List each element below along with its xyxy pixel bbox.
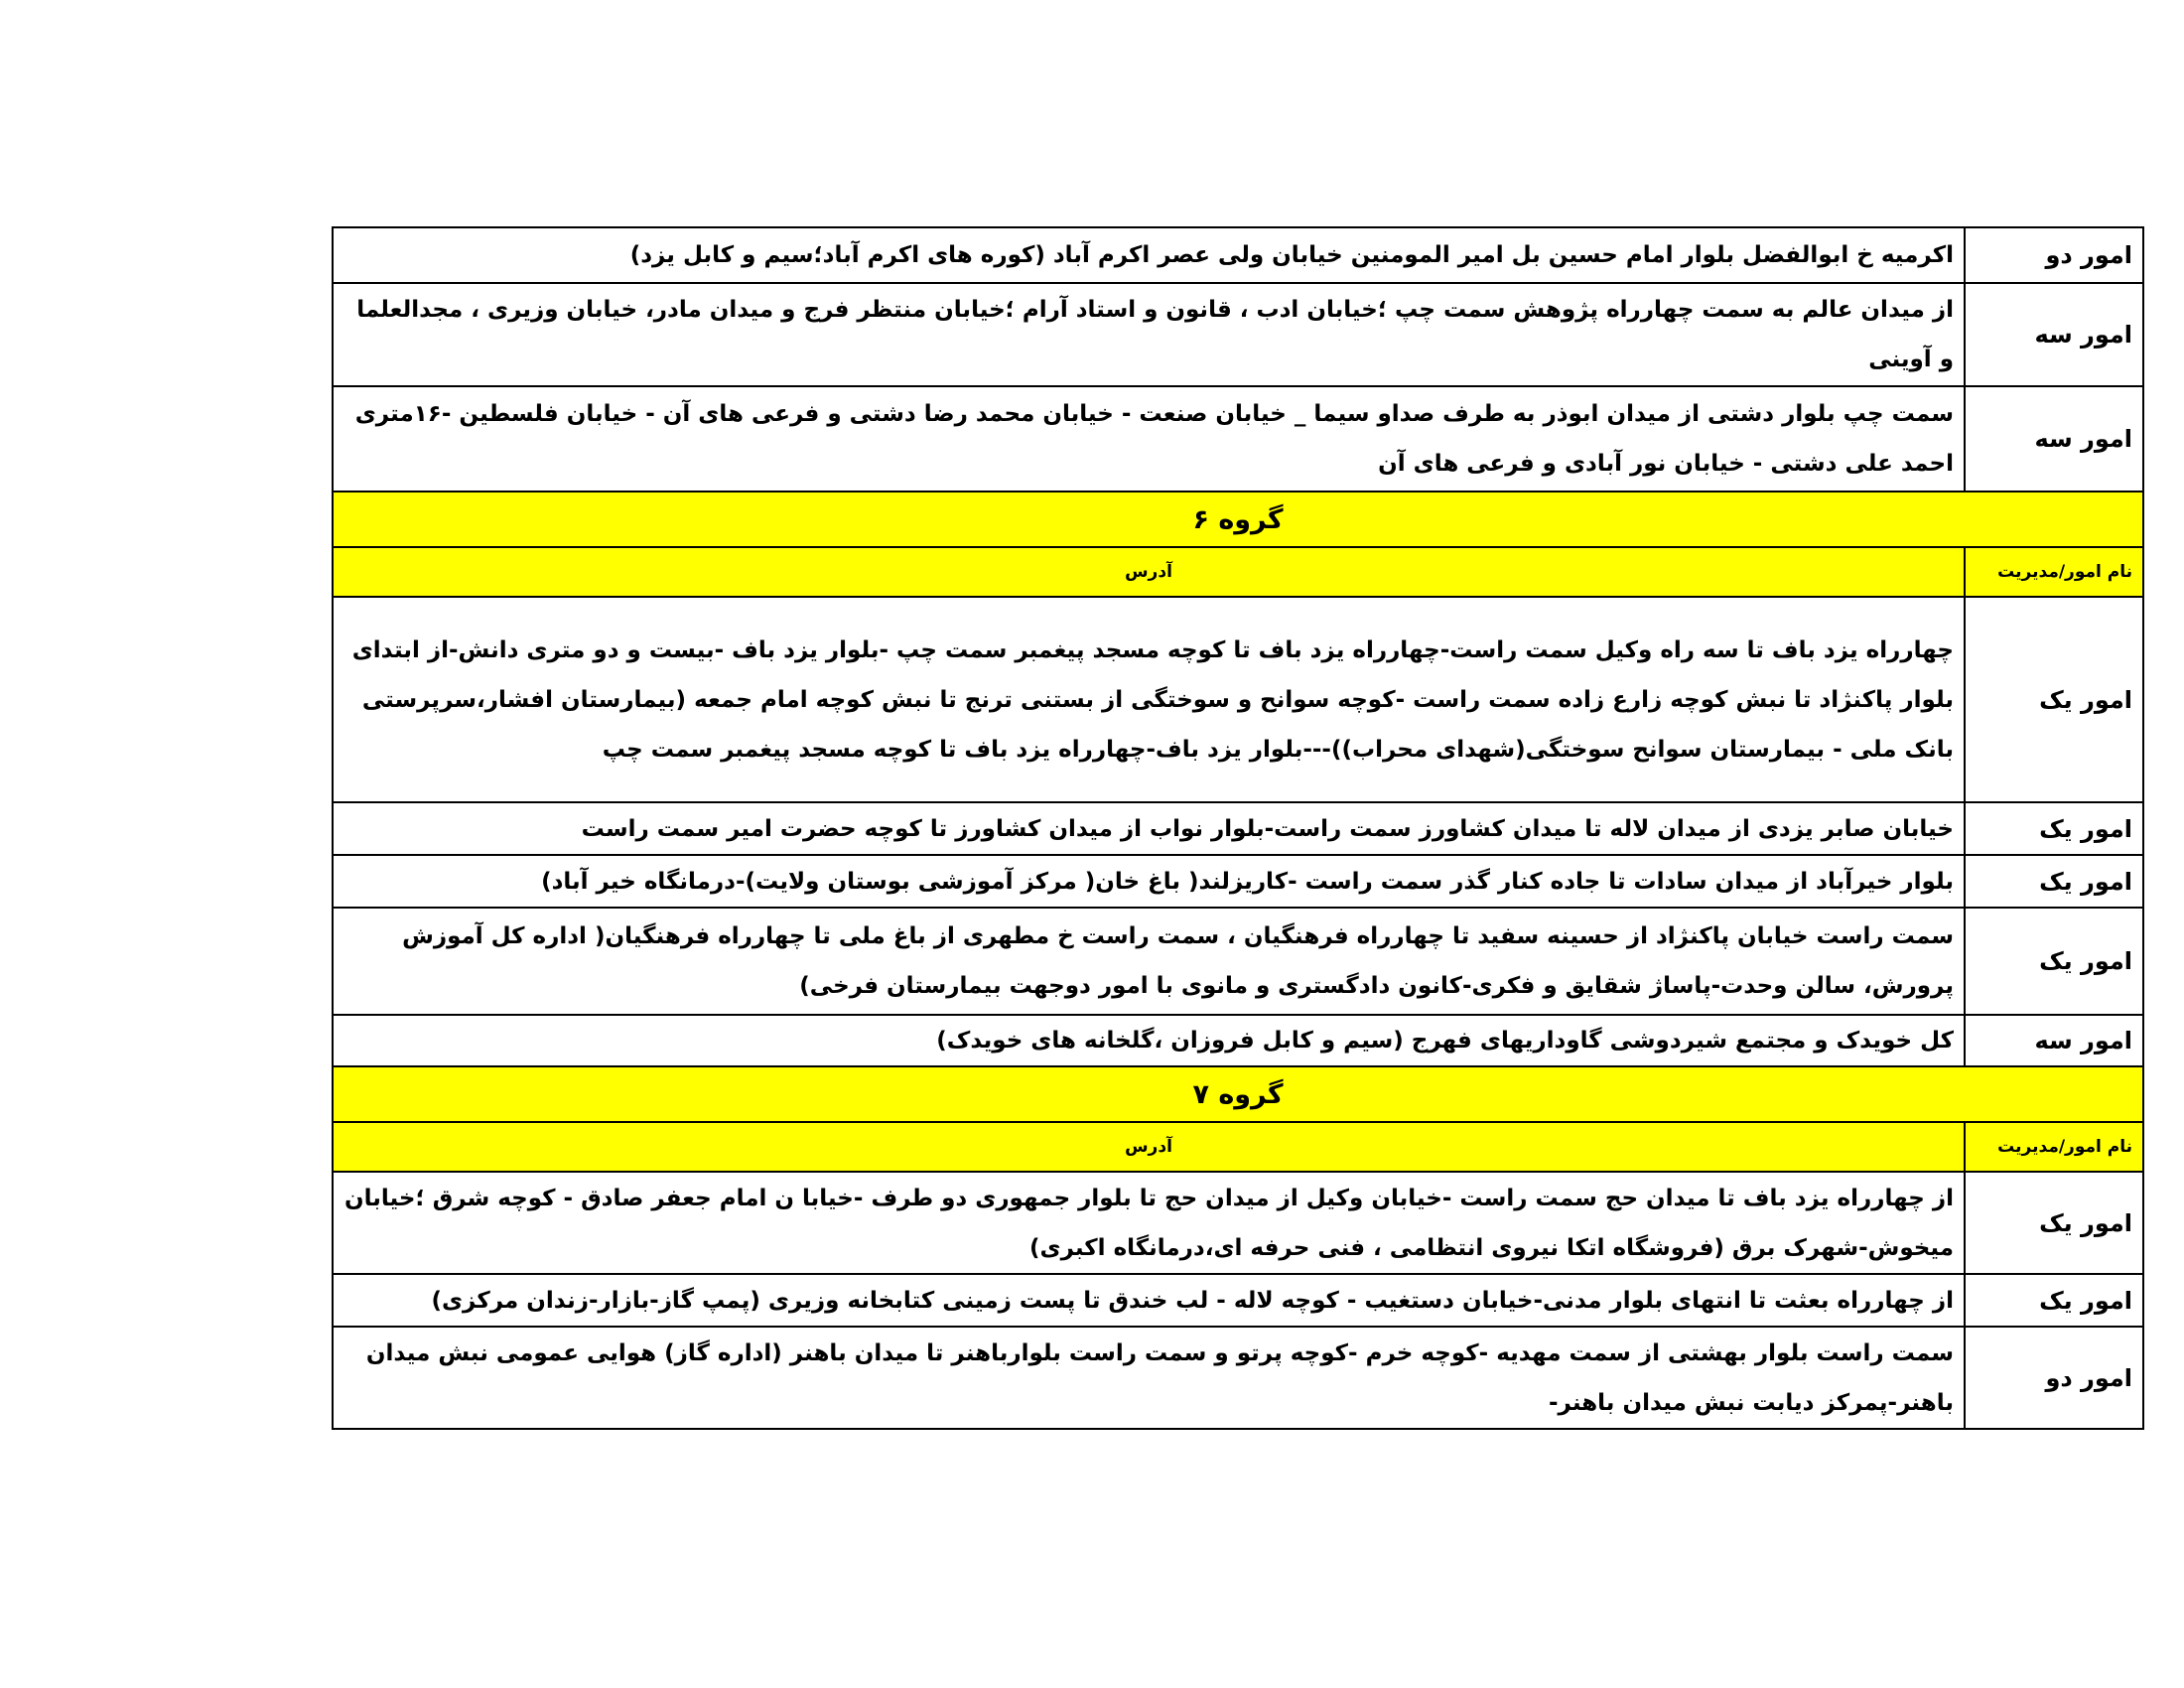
unit-name-cell: امور یک	[1965, 1172, 2143, 1274]
address-cell: اکرمیه خ ابوالفضل بلوار امام حسین بل امیر المومنین خیابان ولی عصر اکرم آباد (کوره های اکرم آباد؛سیم و کابل یزد)	[333, 227, 1965, 283]
unit-name-cell: امور یک	[1965, 1274, 2143, 1327]
group-6-title: گروه ۶	[333, 492, 2143, 547]
group-title-row	[333, 1066, 2143, 1122]
header-unit-name: نام امور/مدیریت	[1965, 547, 2143, 597]
address-cell: کل خویدک و مجتمع شیردوشی گاوداریهای فهرج (سیم و کابل فروزان ،گلخانه های خویدک)	[333, 1015, 1965, 1066]
address-cell: سمت راست بلوار بهشتی از سمت مهدیه -کوچه خرم -کوچه پرتو و سمت راست بلوارباهنر تا میدان باهنر (اداره گاز) هوایی عمومی نبش میدان باهنر-پمرکز دیابت نبش میدان باهنر-	[333, 1327, 1965, 1429]
unit-name-cell: امور سه	[1965, 1015, 2143, 1066]
address-cell: از میدان عالم به سمت چهارراه پژوهش سمت چپ ؛خیابان ادب ، قانون و استاد آرام ؛خیابان منتظر فرج و میدان مادر، خیابان وزیری ، مجدالعلما و آوینی	[333, 283, 1965, 386]
address-cell: سمت راست خیابان پاکنژاد از حسینه سفید تا چهارراه فرهنگیان ، سمت راست خ مطهری از باغ ملی تا چهارراه فرهنگیان( اداره کل آموزش پرورش، سالن وحدت-پاساژ شقایق و فکری-کانون دادگستری و مانوی با امور دوجهت بیمارستان فرخی)	[333, 908, 1965, 1015]
table-row	[333, 1327, 2143, 1429]
table-row	[333, 908, 2143, 1015]
unit-name-cell: امور دو	[1965, 1327, 2143, 1429]
table-row	[333, 227, 2143, 283]
address-cell: از چهارراه بعثت تا انتهای بلوار مدنی-خیابان دستغیب - کوچه لاله - لب خندق تا پست زمینی کتابخانه وزیری (پمپ گاز-بازار-زندان مرکزی)	[333, 1274, 1965, 1327]
table-row	[333, 1274, 2143, 1327]
header-address: آدرس	[333, 547, 1965, 597]
header-unit-name: نام امور/مدیریت	[1965, 1122, 2143, 1172]
address-cell: بلوار خیرآباد از میدان سادات تا جاده کنار گذر سمت راست -کاریزلند( باغ خان( مرکز آموزشی بوستان ولایت)-درمانگاه خیر آباد)	[333, 855, 1965, 908]
unit-name-cell: امور دو	[1965, 227, 2143, 283]
column-header-row	[333, 547, 2143, 597]
address-cell: خیابان صابر یزدی از میدان لاله تا میدان کشاورز سمت راست-بلوار نواب از میدان کشاورز تا کوچه حضرت امیر سمت راست	[333, 802, 1965, 855]
group-title-row	[333, 492, 2143, 547]
table-row	[333, 1172, 2143, 1274]
table-row	[333, 1015, 2143, 1066]
address-cell: سمت چپ بلوار دشتی از میدان ابوذر به طرف صداو سیما _ خیابان صنعت - خیابان محمد رضا دشتی و فرعی های آن - خیابان فلسطین -۱۶متری احمد علی دشتی - خیابان نور آبادی و فرعی های آن	[333, 386, 1965, 492]
header-address: آدرس	[333, 1122, 1965, 1172]
unit-name-cell: امور یک	[1965, 855, 2143, 908]
table-row	[333, 802, 2143, 855]
unit-name-cell: امور یک	[1965, 597, 2143, 802]
address-cell: از چهارراه یزد باف تا میدان حج سمت راست -خیابان وکیل از میدان حج تا بلوار جمهوری دو طرف -خیابا ن امام جعفر صادق - کوچه شرق ؛خیابان میخوش-شهرک برق (فروشگاه اتکا نیروی انتظامی ، فنی حرفه ای،درمانگاه اکبری)	[333, 1172, 1965, 1274]
outage-schedule-table	[332, 226, 2144, 1430]
group-7-title: گروه ۷	[333, 1066, 2143, 1122]
table-row	[333, 855, 2143, 908]
column-header-row	[333, 1122, 2143, 1172]
table-row	[333, 386, 2143, 492]
table-row	[333, 283, 2143, 386]
address-cell: چهارراه یزد باف تا سه راه وکیل سمت راست-چهارراه یزد باف تا کوچه مسجد پیغمبر سمت چپ -بلوار یزد باف -بیست و دو متری دانش-از ابتدای بلوار پاکنژاد تا نبش کوچه زارع زاده سمت راست -کوچه سوانح و سوختگی از بستنی ترنج تا نبش کوچه امام جمعه (بیمارستان افشار،سرپرستی بانک ملی - بیمارستان سوانح سوختگی(شهدای محراب))---بلوار یزد باف-چهارراه یزد باف تا کوچه مسجد پیغمبر سمت چپ	[333, 597, 1965, 802]
table-row	[333, 597, 2143, 802]
unit-name-cell: امور سه	[1965, 386, 2143, 492]
unit-name-cell: امور یک	[1965, 908, 2143, 1015]
unit-name-cell: امور سه	[1965, 283, 2143, 386]
unit-name-cell: امور یک	[1965, 802, 2143, 855]
